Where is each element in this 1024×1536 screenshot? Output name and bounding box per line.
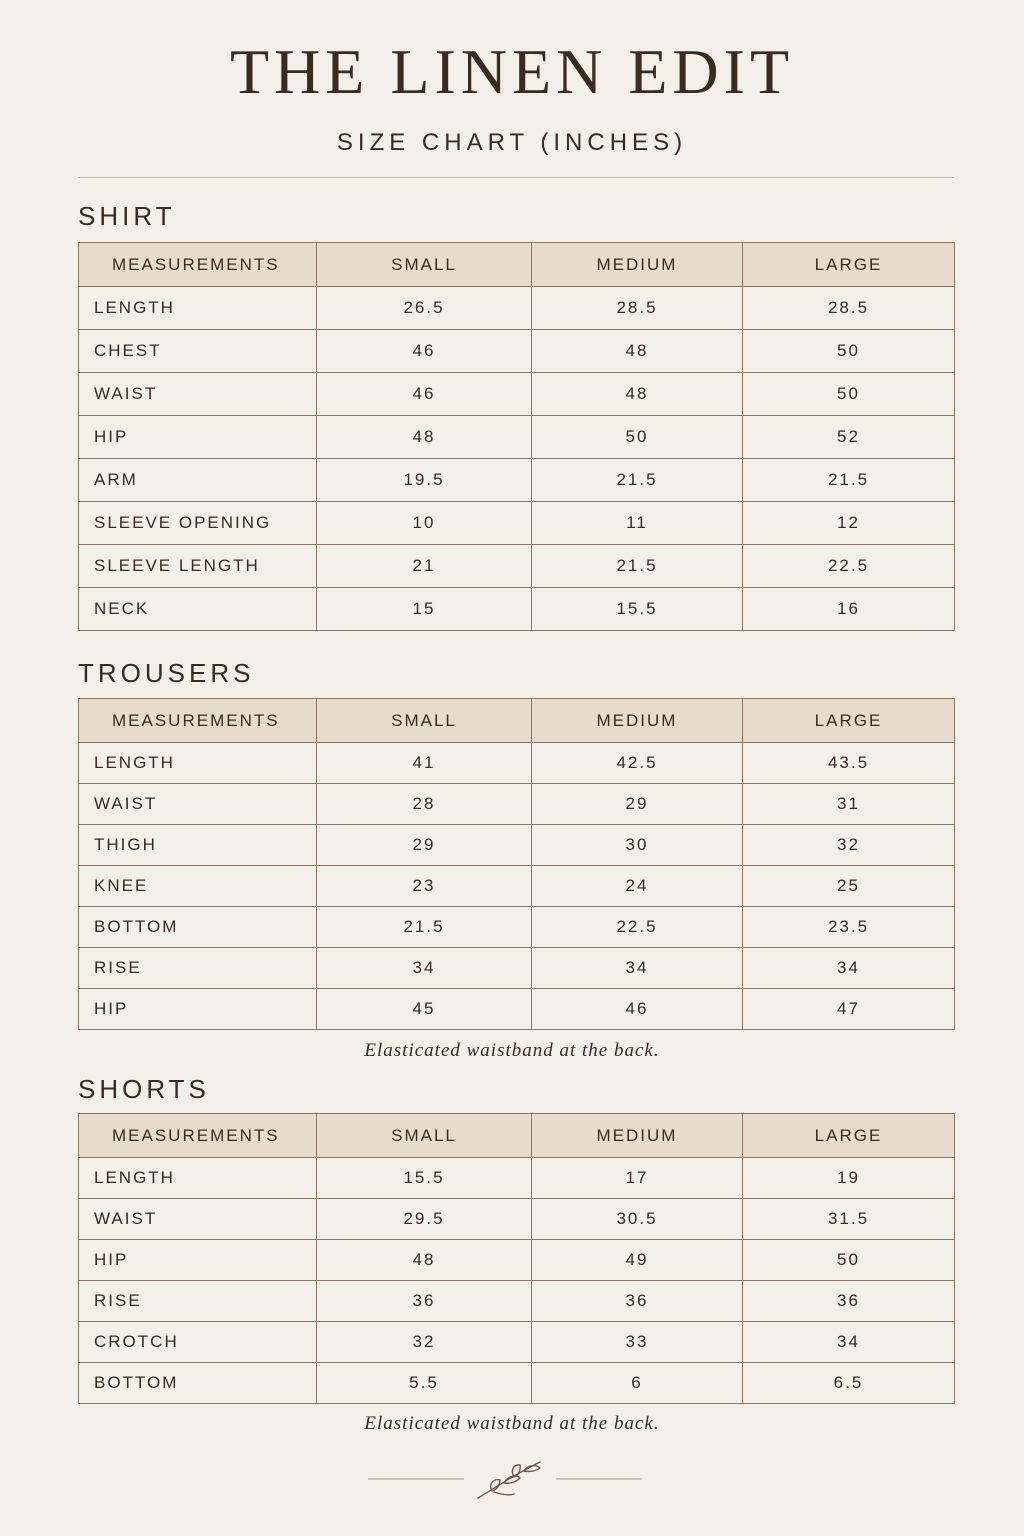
- size-value-medium: 49: [532, 1240, 743, 1281]
- shorts-note: Elasticated waistband at the back.: [364, 1413, 660, 1434]
- measurement-label: SLEEVE LENGTH: [79, 545, 317, 588]
- size-value-medium: 21.5: [532, 459, 743, 502]
- size-table-shorts: [78, 1113, 955, 1404]
- table-row: [79, 1158, 955, 1199]
- size-value-large: 6.5: [743, 1363, 955, 1404]
- size-value-small: 21.5: [317, 907, 532, 948]
- page-subtitle: SIZE CHART (INCHES): [336, 129, 688, 156]
- table-row: [79, 373, 955, 416]
- size-value-large: 21.5: [743, 459, 955, 502]
- column-header-medium: MEDIUM: [532, 699, 743, 743]
- measurement-label: BOTTOM: [79, 1363, 317, 1404]
- table-row: [79, 743, 955, 784]
- size-value-large: 23.5: [743, 907, 955, 948]
- size-value-large: 16: [743, 588, 955, 631]
- table-row: [79, 866, 955, 907]
- measurement-label: HIP: [79, 989, 317, 1030]
- table-row: [79, 1322, 955, 1363]
- size-value-medium: 17: [532, 1158, 743, 1199]
- column-header-medium: MEDIUM: [532, 243, 743, 287]
- size-value-medium: 22.5: [532, 907, 743, 948]
- size-value-large: 43.5: [743, 743, 955, 784]
- table-row: [79, 459, 955, 502]
- size-value-medium: 29: [532, 784, 743, 825]
- measurement-label: LENGTH: [79, 743, 317, 784]
- size-value-large: 19: [743, 1158, 955, 1199]
- table-row: [79, 545, 955, 588]
- size-value-medium: 28.5: [532, 287, 743, 330]
- size-value-small: 34: [317, 948, 532, 989]
- size-value-large: 22.5: [743, 545, 955, 588]
- column-header-large: LARGE: [743, 1114, 955, 1158]
- column-header-small: SMALL: [317, 243, 532, 287]
- section-title-shirt: SHIRT: [78, 201, 176, 231]
- section-title-trousers: TROUSERS: [78, 658, 255, 688]
- table-row: [79, 330, 955, 373]
- size-value-small: 48: [317, 416, 532, 459]
- size-value-large: 34: [743, 948, 955, 989]
- size-value-large: 52: [743, 416, 955, 459]
- column-header-measurements: MEASUREMENTS: [79, 1114, 317, 1158]
- size-value-medium: 50: [532, 416, 743, 459]
- size-value-small: 23: [317, 866, 532, 907]
- column-header-small: SMALL: [317, 699, 532, 743]
- size-value-medium: 46: [532, 989, 743, 1030]
- column-header-large: LARGE: [743, 699, 955, 743]
- trousers-note: Elasticated waistband at the back.: [364, 1040, 660, 1061]
- size-value-small: 21: [317, 545, 532, 588]
- table-row: [79, 1363, 955, 1404]
- measurement-label: HIP: [79, 416, 317, 459]
- size-value-large: 32: [743, 825, 955, 866]
- size-value-small: 41: [317, 743, 532, 784]
- table-row: [79, 1199, 955, 1240]
- table-header-row: [79, 699, 955, 743]
- measurement-label: RISE: [79, 1281, 317, 1322]
- table-row: [79, 588, 955, 631]
- size-value-small: 36: [317, 1281, 532, 1322]
- table-row: [79, 1281, 955, 1322]
- table-row: [79, 1240, 955, 1281]
- size-value-medium: 34: [532, 948, 743, 989]
- size-value-small: 26.5: [317, 287, 532, 330]
- table-header-row: [79, 1114, 955, 1158]
- measurement-label: WAIST: [79, 784, 317, 825]
- size-value-small: 29: [317, 825, 532, 866]
- size-value-small: 29.5: [317, 1199, 532, 1240]
- measurement-label: HIP: [79, 1240, 317, 1281]
- measurement-label: SLEEVE OPENING: [79, 502, 317, 545]
- size-value-small: 28: [317, 784, 532, 825]
- table-row: [79, 287, 955, 330]
- size-value-small: 10: [317, 502, 532, 545]
- table-row: [79, 416, 955, 459]
- table-row: [79, 948, 955, 989]
- size-value-large: 36: [743, 1281, 955, 1322]
- measurement-label: BOTTOM: [79, 907, 317, 948]
- size-value-small: 19.5: [317, 459, 532, 502]
- size-value-medium: 48: [532, 373, 743, 416]
- size-value-medium: 30: [532, 825, 743, 866]
- size-value-large: 31.5: [743, 1199, 955, 1240]
- size-value-large: 34: [743, 1322, 955, 1363]
- table-row: [79, 907, 955, 948]
- size-value-medium: 42.5: [532, 743, 743, 784]
- size-value-large: 25: [743, 866, 955, 907]
- measurement-label: LENGTH: [79, 1158, 317, 1199]
- table-row: [79, 989, 955, 1030]
- size-value-large: 31: [743, 784, 955, 825]
- size-value-small: 5.5: [317, 1363, 532, 1404]
- table-row: [79, 502, 955, 545]
- measurement-label: LENGTH: [79, 287, 317, 330]
- size-value-large: 50: [743, 330, 955, 373]
- size-value-medium: 36: [532, 1281, 743, 1322]
- measurement-label: ARM: [79, 459, 317, 502]
- leaf-sprig-icon: [368, 1456, 642, 1502]
- measurement-label: CROTCH: [79, 1322, 317, 1363]
- size-value-large: 47: [743, 989, 955, 1030]
- measurement-label: WAIST: [79, 373, 317, 416]
- size-value-small: 32: [317, 1322, 532, 1363]
- page-title: THE LINEN EDIT: [229, 36, 795, 107]
- column-header-small: SMALL: [317, 1114, 532, 1158]
- size-value-medium: 15.5: [532, 588, 743, 631]
- size-value-medium: 11: [532, 502, 743, 545]
- size-value-large: 50: [743, 373, 955, 416]
- title-divider: [78, 177, 954, 178]
- table-header-row: [79, 243, 955, 287]
- size-value-small: 15.5: [317, 1158, 532, 1199]
- size-table-shirt: [78, 242, 955, 631]
- size-value-large: 28.5: [743, 287, 955, 330]
- column-header-measurements: MEASUREMENTS: [79, 243, 317, 287]
- size-value-small: 15: [317, 588, 532, 631]
- measurement-label: THIGH: [79, 825, 317, 866]
- size-value-small: 45: [317, 989, 532, 1030]
- table-row: [79, 784, 955, 825]
- measurement-label: CHEST: [79, 330, 317, 373]
- size-value-large: 50: [743, 1240, 955, 1281]
- measurement-label: WAIST: [79, 1199, 317, 1240]
- section-title-shorts: SHORTS: [78, 1074, 210, 1104]
- size-value-medium: 24: [532, 866, 743, 907]
- measurement-label: RISE: [79, 948, 317, 989]
- column-header-measurements: MEASUREMENTS: [79, 699, 317, 743]
- size-value-small: 46: [317, 373, 532, 416]
- size-value-medium: 33: [532, 1322, 743, 1363]
- size-value-medium: 21.5: [532, 545, 743, 588]
- measurement-label: KNEE: [79, 866, 317, 907]
- measurement-label: NECK: [79, 588, 317, 631]
- size-value-small: 48: [317, 1240, 532, 1281]
- column-header-large: LARGE: [743, 243, 955, 287]
- size-value-small: 46: [317, 330, 532, 373]
- column-header-medium: MEDIUM: [532, 1114, 743, 1158]
- size-value-medium: 30.5: [532, 1199, 743, 1240]
- size-value-medium: 6: [532, 1363, 743, 1404]
- table-row: [79, 825, 955, 866]
- size-value-large: 12: [743, 502, 955, 545]
- size-value-medium: 48: [532, 330, 743, 373]
- size-table-trousers: [78, 698, 955, 1030]
